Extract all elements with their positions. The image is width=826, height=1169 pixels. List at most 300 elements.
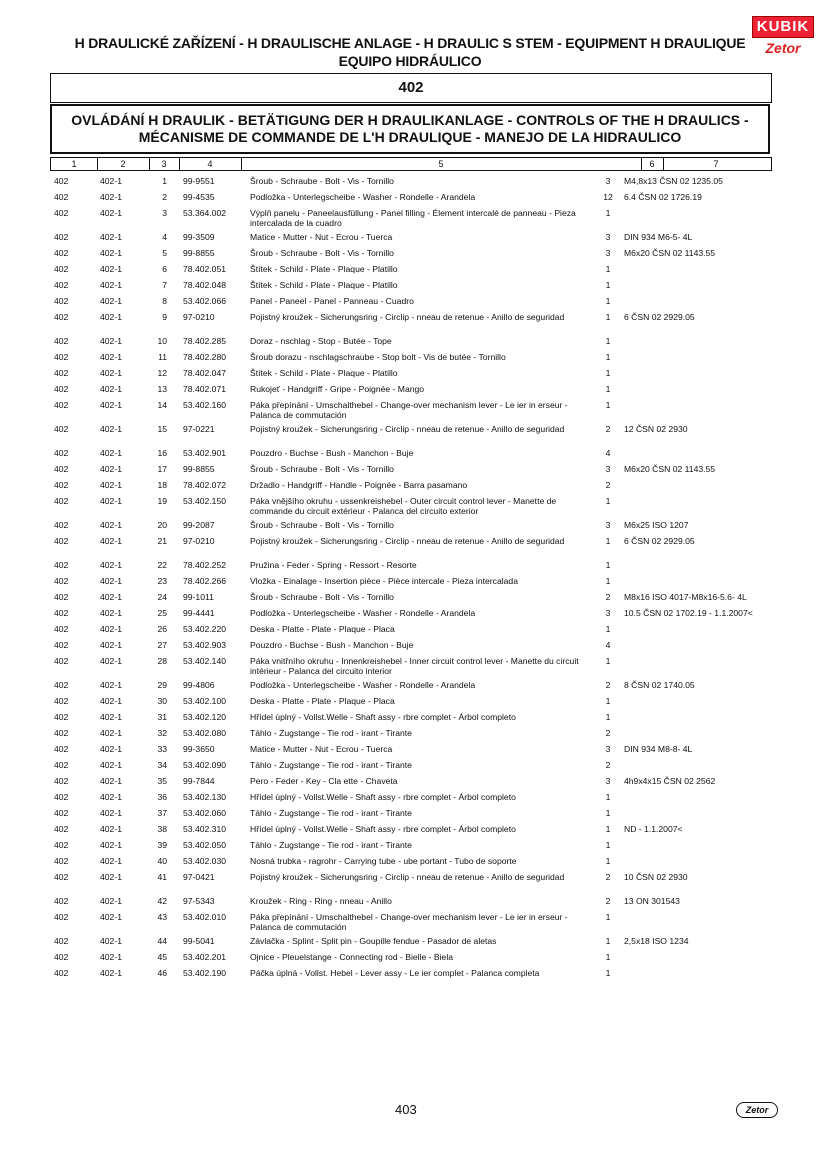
- table-row: [0, 824, 826, 840]
- description-cell: Pouzdro - Buchse - Bush - Manchon - Buje: [250, 640, 414, 650]
- group-cell: 402: [54, 656, 69, 666]
- subgroup-cell: 402-1: [100, 656, 122, 666]
- quantity-cell: 1: [605, 696, 611, 706]
- part-number-cell: 78.402.285: [183, 336, 227, 346]
- note-cell: M8x16 ISO 4017-M8x16-5.6- 4L: [624, 592, 747, 602]
- position-cell: 28: [157, 656, 167, 666]
- subgroup-cell: 402-1: [100, 520, 122, 530]
- table-row: [0, 576, 826, 592]
- subgroup-cell: 402-1: [100, 368, 122, 378]
- table-row: [0, 840, 826, 856]
- part-number-cell: 99-9551: [183, 176, 215, 186]
- group-cell: 402: [54, 696, 69, 706]
- note-cell: 6 ČSN 02 2929.05: [624, 536, 695, 546]
- description-cell: Deska - Platte - Plate - Plaque - Placa: [250, 696, 395, 706]
- table-row: [0, 296, 826, 312]
- part-number-cell: 78.402.252: [183, 560, 227, 570]
- description-cell: Štítek - Schild - Plate - Plaque - Platillo: [250, 368, 398, 378]
- part-number-cell: 53.402.066: [183, 296, 227, 306]
- quantity-cell: 1: [605, 840, 611, 850]
- description-cell: Hřídel úplný - Vollst.Welle - Shaft assy - rbre complet - Árbol completo: [250, 792, 516, 802]
- group-cell: 402: [54, 808, 69, 818]
- quantity-cell: 12: [603, 192, 613, 202]
- section-title-line-1: OVLÁDÁNÍ H DRAULIK - BETÄTIGUNG DER H DRAULIKANLAGE - CONTROLS OF THE H DRAULICS -: [71, 112, 749, 128]
- description-cell: Pero - Feder - Key - Cla ette - Chaveta: [250, 776, 398, 786]
- subgroup-cell: 402-1: [100, 968, 122, 978]
- column-header-1: 1: [51, 158, 98, 170]
- description-cell: Podložka - Unterlegscheibe - Washer - Rondelle - Arandela: [250, 680, 476, 690]
- description-cell: Šroub - Schraube - Bolt - Vis - Tornillo: [250, 176, 394, 186]
- part-number-cell: 78.402.280: [183, 352, 227, 362]
- quantity-cell: 3: [605, 520, 611, 530]
- table-row: [0, 560, 826, 576]
- group-cell: 402: [54, 368, 69, 378]
- table-row: [0, 496, 826, 520]
- quantity-cell: 1: [605, 856, 611, 866]
- quantity-cell: 1: [605, 312, 611, 322]
- subgroup-cell: 402-1: [100, 712, 122, 722]
- table-row: [0, 624, 826, 640]
- quantity-cell: 3: [605, 176, 611, 186]
- quantity-cell: 1: [605, 296, 611, 306]
- description-cell: Rukojeť - Handgriff - Gripe - Poignée - Mango: [250, 384, 425, 394]
- part-number-cell: 53.402.310: [183, 824, 227, 834]
- table-row: [0, 336, 826, 352]
- subgroup-cell: 402-1: [100, 280, 122, 290]
- quantity-cell: 3: [605, 744, 611, 754]
- part-number-cell: 97-0221: [183, 424, 215, 434]
- position-cell: 14: [157, 400, 167, 410]
- table-row: [0, 312, 826, 336]
- table-row: [0, 592, 826, 608]
- position-cell: 38: [157, 824, 167, 834]
- group-cell: 402: [54, 576, 69, 586]
- column-header-3: 3: [149, 158, 180, 170]
- quantity-cell: 1: [605, 384, 611, 394]
- group-cell: 402: [54, 680, 69, 690]
- part-number-cell: 53.402.090: [183, 760, 227, 770]
- description-cell: Výplň panelu - Paneelausfüllung - Panel filling - Élement intercalé de panneau - Pieza intercalada de la cuadro: [250, 208, 576, 228]
- group-cell: 402: [54, 712, 69, 722]
- subgroup-cell: 402-1: [100, 480, 122, 490]
- description-cell: Hřídel úplný - Vollst.Welle - Shaft assy - rbre complet - Árbol completo: [250, 824, 516, 834]
- quantity-cell: 1: [605, 808, 611, 818]
- group-cell: 402: [54, 248, 69, 258]
- group-cell: 402: [54, 384, 69, 394]
- note-cell: DIN 934 M6-5- 4L: [624, 232, 693, 242]
- position-cell: 27: [157, 640, 167, 650]
- table-row: [0, 192, 826, 208]
- subgroup-cell: 402-1: [100, 232, 122, 242]
- part-number-cell: 53.402.150: [183, 496, 227, 506]
- subgroup-cell: 402-1: [100, 952, 122, 962]
- page-header: [40, 34, 780, 70]
- position-cell: 41: [157, 872, 167, 882]
- position-cell: 22: [157, 560, 167, 570]
- subgroup-cell: 402-1: [100, 312, 122, 322]
- position-cell: 36: [157, 792, 167, 802]
- group-cell: 402: [54, 352, 69, 362]
- description-cell: Držadlo - Handgriff - Handle - Poignée - Barra pasamano: [250, 480, 468, 490]
- position-cell: 40: [157, 856, 167, 866]
- subgroup-cell: 402-1: [100, 424, 122, 434]
- table-row: [0, 520, 826, 536]
- table-row: [0, 696, 826, 712]
- quantity-cell: 3: [605, 232, 611, 242]
- quantity-cell: 1: [605, 352, 611, 362]
- table-row: [0, 760, 826, 776]
- subgroup-cell: 402-1: [100, 448, 122, 458]
- position-cell: 43: [157, 912, 167, 922]
- part-number-cell: 99-3650: [183, 744, 215, 754]
- subgroup-cell: 402-1: [100, 680, 122, 690]
- quantity-cell: 2: [605, 480, 611, 490]
- group-cell: 402: [54, 296, 69, 306]
- table-row: [0, 952, 826, 968]
- subgroup-cell: 402-1: [100, 384, 122, 394]
- position-cell: 35: [157, 776, 167, 786]
- quantity-cell: 2: [605, 424, 611, 434]
- description-cell: Šroub - Schraube - Bolt - Vis - Tornillo: [250, 520, 394, 530]
- group-cell: 402: [54, 824, 69, 834]
- quantity-cell: 3: [605, 776, 611, 786]
- part-number-cell: 99-5041: [183, 936, 215, 946]
- description-cell: Páka vnitřního okruhu - Innenkreishebel - Inner circuit control lever - Manette du circuit intérieur - Palanca del circuito interior: [250, 656, 579, 676]
- group-cell: 402: [54, 840, 69, 850]
- position-cell: 30: [157, 696, 167, 706]
- part-number-cell: 99-4806: [183, 680, 215, 690]
- position-cell: 7: [162, 280, 167, 290]
- description-cell: Hřídel úplný - Vollst.Welle - Shaft assy - rbre complet - Árbol completo: [250, 712, 516, 722]
- column-header-4: 4: [179, 158, 242, 170]
- part-number-cell: 97-0421: [183, 872, 215, 882]
- position-cell: 39: [157, 840, 167, 850]
- quantity-cell: 1: [605, 624, 611, 634]
- table-row: [0, 264, 826, 280]
- part-number-cell: 99-1011: [183, 592, 214, 602]
- subgroup-cell: 402-1: [100, 792, 122, 802]
- description-cell: Táhlo - Zugstange - Tie rod - irant - Tirante: [250, 728, 412, 738]
- description-cell: Šroub - Schraube - Bolt - Vis - Tornillo: [250, 248, 394, 258]
- table-row: [0, 232, 826, 248]
- position-cell: 9: [162, 312, 167, 322]
- table-row: [0, 640, 826, 656]
- table-row: [0, 792, 826, 808]
- description-cell: Páka vnějšího okruhu - ussenkreishebel - Outer circuit control lever - Manette de commande du circuit extérieur - Palanca del circuito exterior: [250, 496, 557, 516]
- position-cell: 1: [162, 176, 167, 186]
- group-cell: 402: [54, 520, 69, 530]
- subgroup-cell: 402-1: [100, 176, 122, 186]
- group-cell: 402: [54, 936, 69, 946]
- subgroup-cell: 402-1: [100, 496, 122, 506]
- subgroup-cell: 402-1: [100, 264, 122, 274]
- group-cell: 402: [54, 608, 69, 618]
- group-cell: 402: [54, 400, 69, 410]
- part-number-cell: 53.364.002: [183, 208, 227, 218]
- footer-zetor-logo: Zetor: [736, 1102, 778, 1118]
- position-cell: 16: [157, 448, 167, 458]
- group-cell: 402: [54, 592, 69, 602]
- quantity-cell: 1: [605, 400, 611, 410]
- subgroup-cell: 402-1: [100, 912, 122, 922]
- group-cell: 402: [54, 560, 69, 570]
- group-cell: 402: [54, 232, 69, 242]
- position-cell: 4: [162, 232, 167, 242]
- note-cell: 6.4 ČSN 02 1726.19: [624, 192, 702, 202]
- position-cell: 37: [157, 808, 167, 818]
- description-cell: Pouzdro - Buchse - Bush - Manchon - Buje: [250, 448, 414, 458]
- group-cell: 402: [54, 424, 69, 434]
- description-cell: Šroub dorazu - nschlagschraube - Stop bolt - Vis de butée - Tornillo: [250, 352, 506, 362]
- kubik-zetor-logo: [752, 16, 814, 66]
- description-cell: Pojistný kroužek - Sicherungsring - Circlip - nneau de retenue - Anillo de seguridad: [250, 312, 565, 322]
- description-cell: Závlačka - Splint - Split pin - Goupille fendue - Pasador de aletas: [250, 936, 497, 946]
- group-cell: 402: [54, 176, 69, 186]
- part-number-cell: 99-2087: [183, 520, 215, 530]
- position-cell: 42: [157, 896, 167, 906]
- subgroup-cell: 402-1: [100, 400, 122, 410]
- position-cell: 29: [157, 680, 167, 690]
- subgroup-cell: 402-1: [100, 576, 122, 586]
- description-cell: Nosná trubka - ragrohr - Carrying tube - ube portant - Tubo de soporte: [250, 856, 517, 866]
- note-cell: DIN 934 M8-8- 4L: [624, 744, 693, 754]
- group-cell: 402: [54, 872, 69, 882]
- column-header-5: 5: [241, 158, 642, 170]
- subgroup-cell: 402-1: [100, 608, 122, 618]
- description-cell: Pojistný kroužek - Sicherungsring - Circlip - nneau de retenue - Anillo de seguridad: [250, 424, 565, 434]
- note-cell: 12 ČSN 02 2930: [624, 424, 688, 434]
- subgroup-cell: 402-1: [100, 824, 122, 834]
- group-cell: 402: [54, 968, 69, 978]
- position-cell: 19: [157, 496, 167, 506]
- group-cell: 402: [54, 280, 69, 290]
- table-row: [0, 464, 826, 480]
- position-cell: 13: [157, 384, 167, 394]
- position-cell: 32: [157, 728, 167, 738]
- part-number-cell: 53.402.160: [183, 400, 227, 410]
- quantity-cell: 1: [605, 968, 611, 978]
- column-header-6: 6: [641, 158, 664, 170]
- table-row: [0, 744, 826, 760]
- logo-zetor-text: Zetor: [765, 40, 801, 56]
- table-row: [0, 480, 826, 496]
- subgroup-cell: 402-1: [100, 808, 122, 818]
- subgroup-cell: 402-1: [100, 208, 122, 218]
- description-cell: Táhlo - Zugstange - Tie rod - irant - Tirante: [250, 840, 412, 850]
- quantity-cell: 1: [605, 208, 611, 218]
- part-number-cell: 78.402.266: [183, 576, 227, 586]
- subgroup-cell: 402-1: [100, 248, 122, 258]
- part-number-cell: 99-4535: [183, 192, 215, 202]
- table-row: [0, 896, 826, 912]
- description-cell: Panel - Paneel - Panel - Panneau - Cuadro: [250, 296, 414, 306]
- table-row: [0, 424, 826, 448]
- subgroup-cell: 402-1: [100, 464, 122, 474]
- table-row: [0, 536, 826, 560]
- group-cell: 402: [54, 760, 69, 770]
- position-cell: 17: [157, 464, 167, 474]
- table-row: [0, 248, 826, 264]
- part-number-cell: 78.402.071: [183, 384, 227, 394]
- table-row: [0, 656, 826, 680]
- quantity-cell: 1: [605, 912, 611, 922]
- description-cell: Štítek - Schild - Plate - Plaque - Platillo: [250, 280, 398, 290]
- part-number-cell: 78.402.072: [183, 480, 227, 490]
- quantity-cell: 3: [605, 464, 611, 474]
- note-cell: M6x20 ČSN 02 1143.55: [624, 464, 716, 474]
- table-row: [0, 968, 826, 984]
- group-number-box: 402: [50, 73, 772, 103]
- description-cell: Matice - Mutter - Nut - Ecrou - Tuerca: [250, 744, 393, 754]
- part-number-cell: 53.402.080: [183, 728, 227, 738]
- group-cell: 402: [54, 640, 69, 650]
- description-cell: Šroub - Schraube - Bolt - Vis - Tornillo: [250, 592, 394, 602]
- group-cell: 402: [54, 448, 69, 458]
- group-cell: 402: [54, 952, 69, 962]
- description-cell: Štítek - Schild - Plate - Plaque - Platillo: [250, 264, 398, 274]
- part-number-cell: 99-8855: [183, 248, 215, 258]
- part-number-cell: 53.402.100: [183, 696, 227, 706]
- quantity-cell: 2: [605, 872, 611, 882]
- position-cell: 25: [157, 608, 167, 618]
- position-cell: 20: [157, 520, 167, 530]
- table-row: [0, 872, 826, 896]
- subgroup-cell: 402-1: [100, 336, 122, 346]
- table-row: [0, 712, 826, 728]
- position-cell: 11: [158, 352, 167, 362]
- position-cell: 2: [162, 192, 167, 202]
- group-cell: 402: [54, 776, 69, 786]
- part-number-cell: 97-0210: [183, 312, 215, 322]
- position-cell: 44: [157, 936, 167, 946]
- table-row: [0, 368, 826, 384]
- table-row: [0, 280, 826, 296]
- quantity-cell: 1: [605, 264, 611, 274]
- quantity-cell: 2: [605, 592, 611, 602]
- description-cell: Kroužek - Ring - Ring - nneau - Anillo: [250, 896, 392, 906]
- part-number-cell: 53.402.130: [183, 792, 227, 802]
- position-cell: 10: [157, 336, 167, 346]
- group-cell: 402: [54, 336, 69, 346]
- description-cell: Doraz - nschlag - Stop - Butée - Tope: [250, 336, 392, 346]
- position-cell: 3: [162, 208, 167, 218]
- description-cell: Pojistný kroužek - Sicherungsring - Circlip - nneau de retenue - Anillo de seguridad: [250, 536, 565, 546]
- description-cell: Pojistný kroužek - Sicherungsring - Circlip - nneau de retenue - Anillo de seguridad: [250, 872, 565, 882]
- part-number-cell: 53.402.010: [183, 912, 227, 922]
- table-row: [0, 912, 826, 936]
- quantity-cell: 1: [605, 536, 611, 546]
- part-number-cell: 53.402.050: [183, 840, 227, 850]
- subgroup-cell: 402-1: [100, 352, 122, 362]
- table-row: [0, 608, 826, 624]
- table-row: [0, 208, 826, 232]
- group-cell: 402: [54, 464, 69, 474]
- subgroup-cell: 402-1: [100, 640, 122, 650]
- position-cell: 12: [157, 368, 167, 378]
- subgroup-cell: 402-1: [100, 192, 122, 202]
- section-title-line-2: MÉCANISME DE COMMANDE DE L'H DRAULIQUE - MANEJO DE LA HIDRAULICO: [138, 129, 682, 145]
- group-cell: 402: [54, 856, 69, 866]
- group-cell: 402: [54, 896, 69, 906]
- position-cell: 31: [157, 712, 167, 722]
- section-title-box: [50, 104, 770, 154]
- table-row: [0, 448, 826, 464]
- subgroup-cell: 402-1: [100, 592, 122, 602]
- table-row: [0, 856, 826, 872]
- description-cell: Matice - Mutter - Nut - Ecrou - Tuerca: [250, 232, 393, 242]
- subgroup-cell: 402-1: [100, 936, 122, 946]
- group-cell: 402: [54, 912, 69, 922]
- quantity-cell: 1: [605, 952, 611, 962]
- part-number-cell: 53.402.190: [183, 968, 227, 978]
- description-cell: Páčka úplná - Vollst. Hebel - Lever assy - Le ier complet - Palanca completa: [250, 968, 540, 978]
- note-cell: 10 ČSN 02 2930: [624, 872, 688, 882]
- description-cell: Deska - Platte - Plate - Plaque - Placa: [250, 624, 395, 634]
- part-number-cell: 53.402.201: [183, 952, 227, 962]
- quantity-cell: 1: [605, 560, 611, 570]
- part-number-cell: 78.402.047: [183, 368, 227, 378]
- subgroup-cell: 402-1: [100, 776, 122, 786]
- logo-kubik-text: KUBIK: [752, 16, 814, 38]
- quantity-cell: 2: [605, 896, 611, 906]
- note-cell: ND - 1.1.2007<: [624, 824, 683, 834]
- position-cell: 26: [157, 624, 167, 634]
- group-cell: 402: [54, 728, 69, 738]
- quantity-cell: 3: [605, 248, 611, 258]
- part-number-cell: 53.402.140: [183, 656, 227, 666]
- header-line-2: EQUIPO HIDRÁULICO: [338, 53, 482, 69]
- part-number-cell: 97-0210: [183, 536, 215, 546]
- note-cell: 13 ON 301543: [624, 896, 680, 906]
- position-cell: 8: [162, 296, 167, 306]
- description-cell: Páka přepínání - Umschalthebel - Change-over mechanism lever - Le ier in erseur - Palanca de commutación: [250, 400, 568, 420]
- subgroup-cell: 402-1: [100, 872, 122, 882]
- subgroup-cell: 402-1: [100, 560, 122, 570]
- note-cell: 8 ČSN 02 1740.05: [624, 680, 695, 690]
- group-cell: 402: [54, 312, 69, 322]
- position-cell: 33: [157, 744, 167, 754]
- note-cell: 4h9x4x15 ČSN 02 2562: [624, 776, 716, 786]
- position-cell: 34: [157, 760, 167, 770]
- note-cell: 10.5 ČSN 02 1702.19 - 1.1.2007<: [624, 608, 753, 618]
- part-number-cell: 53.402.060: [183, 808, 227, 818]
- table-row: [0, 176, 826, 192]
- part-number-cell: 78.402.048: [183, 280, 227, 290]
- page-number: 403: [395, 1102, 417, 1117]
- table-row: [0, 384, 826, 400]
- column-header-row: [50, 157, 772, 171]
- note-cell: M6x20 ČSN 02 1143.55: [624, 248, 716, 258]
- table-row: [0, 808, 826, 824]
- note-cell: M4,8x13 ČSN 02 1235.05: [624, 176, 723, 186]
- column-header-7: 7: [713, 159, 719, 169]
- subgroup-cell: 402-1: [100, 856, 122, 866]
- quantity-cell: 1: [605, 280, 611, 290]
- subgroup-cell: 402-1: [100, 840, 122, 850]
- description-cell: Podložka - Unterlegscheibe - Washer - Rondelle - Arandela: [250, 608, 476, 618]
- quantity-cell: 1: [605, 936, 611, 946]
- group-cell: 402: [54, 496, 69, 506]
- group-cell: 402: [54, 536, 69, 546]
- part-number-cell: 53.402.901: [183, 448, 227, 458]
- group-cell: 402: [54, 792, 69, 802]
- part-number-cell: 99-8855: [183, 464, 215, 474]
- part-number-cell: 99-4441: [183, 608, 215, 618]
- table-row: [0, 352, 826, 368]
- description-cell: Podložka - Unterlegscheibe - Washer - Rondelle - Arandela: [250, 192, 476, 202]
- position-cell: 5: [162, 248, 167, 258]
- table-row: [0, 936, 826, 952]
